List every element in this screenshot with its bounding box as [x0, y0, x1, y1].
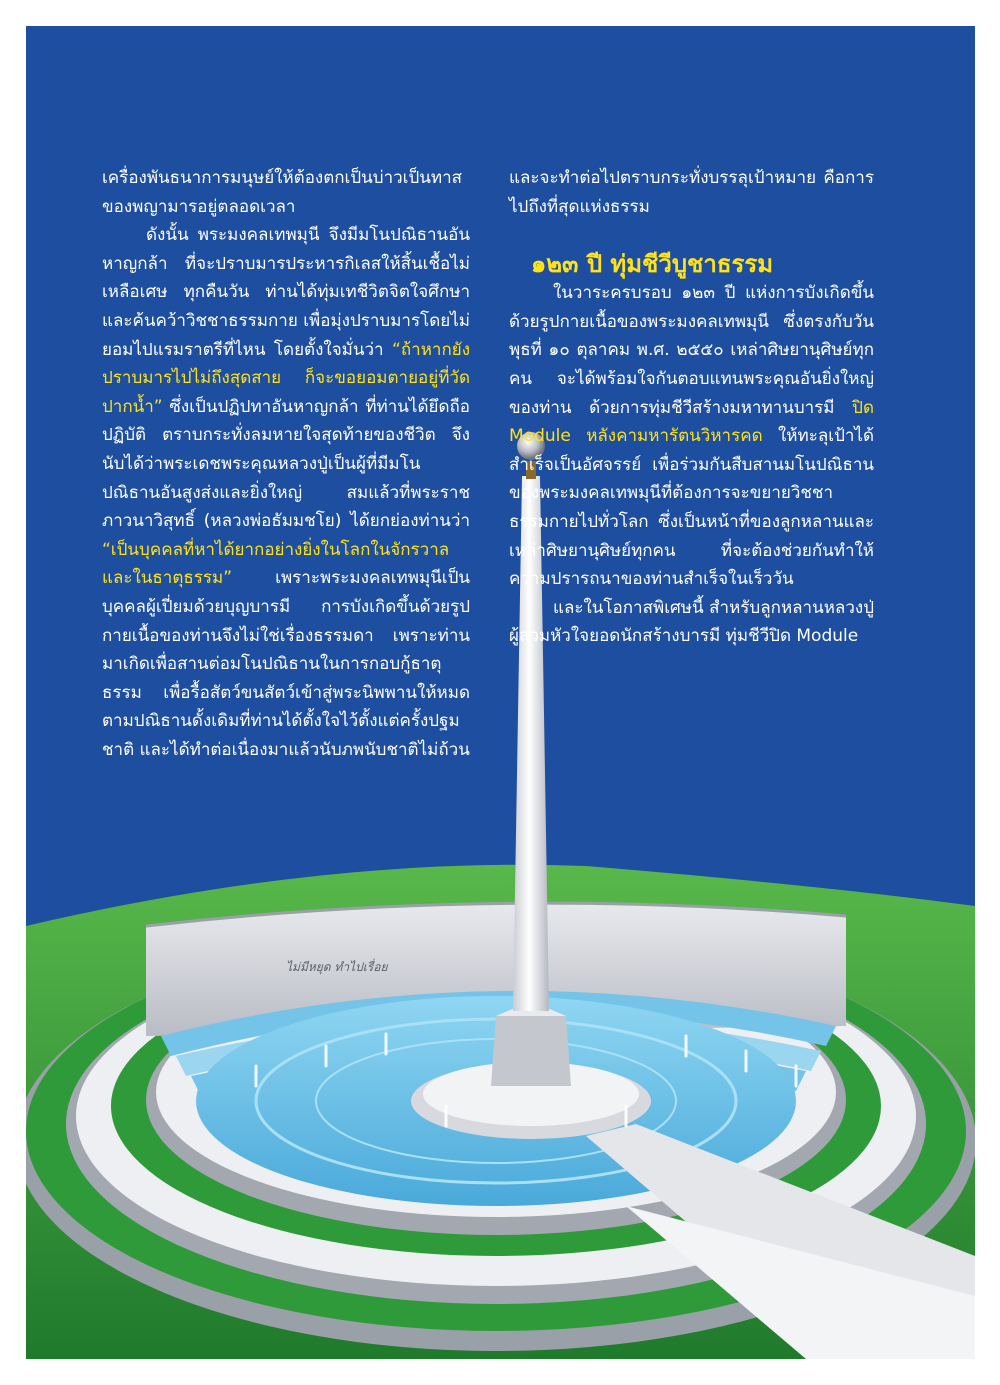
left-paragraph-2: ดังนั้น พระมงคลเทพมุนี จึงมีมโนปณิธานอันหาญกล้า ที่จะปราบมารประหารกิเลสให้สิ้นเชื้อไม่เหลือเศษ ทุกคืนวัน ท่านได้ทุ่มเทชีวิตจิตใจศึกษาและค้นคว้าวิชชาธรรมกาย เพื่อมุ่งปราบมารโดยไม่ยอมไปแรมราตรีที่ไหน โดยตั้งใจมั่นว่า “ถ้าหากยังปราบมารไปไม่ถึงสุดสาย ก็จะขอยอมตายอยู่ที่วัดปากน้ำ” ซึ่งเป็นปฏิปทาอันหาญกล้า ที่ท่านได้ยึดถือปฏิบัติ ตราบกระทั่งลมหายใจสุดท้ายของชีวิต จึงนับได้ว่าพระเดชพระคุณหลวงปู่เป็นผู้ที่มีมโนปณิธานอันสูงส่งและยิ่งใหญ่ สมแล้วที่พระราชภาวนาวิสุทธิ์ (หลวงพ่อธัมมชโย) ได้ยกย่องท่านว่า “เป็นบุคคลที่หาได้ยากอย่างยิ่งในโลกในจักรวาลและในธาตุธรรม” เพราะพระมงคลเทพมุนีเป็นบุคคลผู้เปี่ยมด้วยบุญบารมี การบังเกิดขึ้นด้วยรูปกายเนื้อของท่านจึงไม่ใช่เรื่องธรรมดา เพราะท่านมาเกิดเพื่อสานต่อมโนปณิธานในการกอบกู้ธาตุธรรม เพื่อรื้อสัตว์ขนสัตว์เข้าสู่พระนิพพานให้หมดตามปณิธานดั้งเดิมที่ท่านได้ตั้งใจไว้ตั้งแต่ครั้งปฐมชาติ และได้ทำต่อเนื่องมาแล้วนับภพนับชาติไม่ถ้วน: [102, 225, 470, 760]
svg-text:ไม่มีหยุด ทำไปเรื่อย: ไม่มีหยุด ทำไปเรื่อย: [286, 960, 388, 974]
left-paragraph-1: เครื่องพันธนาการมนุษย์ให้ต้องตกเป็นบ่าวเป็นทาสของพญามารอยู่ตลอดเวลา: [102, 168, 463, 217]
quote-highlight-2: “เป็นบุคคลที่หาได้ยากอย่างยิ่งในโลกในจักรวาลและในธาตุธรรม”: [102, 539, 450, 589]
right-column: [509, 164, 874, 651]
quote-highlight-1: “ถ้าหากยังปราบมารไปไม่ถึงสุดสาย ก็จะขอยอมตายอยู่ที่วัดปากน้ำ”: [102, 339, 470, 417]
page: [26, 26, 975, 1359]
section-heading: ๑๒๓ ปี ทุ่มชีวีบูชาธรรม: [531, 250, 774, 279]
right-paragraph-2: ในวาระครบรอบ ๑๒๓ ปี แห่งการบังเกิดขึ้นด้วยรูปกายเนื้อของพระมงคลเทพมุนี ซึ่งตรงกับวันพุธที่ ๑๐ ตุลาคม พ.ศ. ๒๕๕๐ เหล่าศิษยานุศิษย์ทุกคน จะได้พร้อมใจกันตอบแทนพระคุณอันยิ่งใหญ่ของท่าน ด้วยการทุ่มชีวีสร้างมหาทานบารมี ปิด Module หลังคามหารัตนวิหารคด ให้ทะลุเป้าได้สำเร็จเป็นอัศจรรย์ เพื่อร่วมกันสืบสานมโนปณิธานของพระมงคลเทพมุนีที่ต้องการจะขยายวิชชาธรรมกายไปทั่วโลก ซึ่งเป็นหน้าที่ของลูกหลานและเหล่าศิษยานุศิษย์ทุกคน ที่จะต้องช่วยกันทำให้ความปรารถนาของท่านสำเร็จในเร็ววัน: [509, 283, 874, 590]
left-column: [102, 164, 470, 764]
module-highlight: ปิด Module หลังคามหารัตนวิหารคด: [509, 397, 874, 447]
right-paragraph-1: และจะทำต่อไปตราบกระทั่งบรรลุเป้าหมาย คือการไปถึงที่สุดแห่งธรรม: [509, 168, 874, 217]
right-paragraph-3: และในโอกาสพิเศษนี้ สำหรับลูกหลานหลวงปู่ผู้สวมหัวใจยอดนักสร้างบารมี ทุ่มชีวีปิด Module: [509, 597, 874, 647]
